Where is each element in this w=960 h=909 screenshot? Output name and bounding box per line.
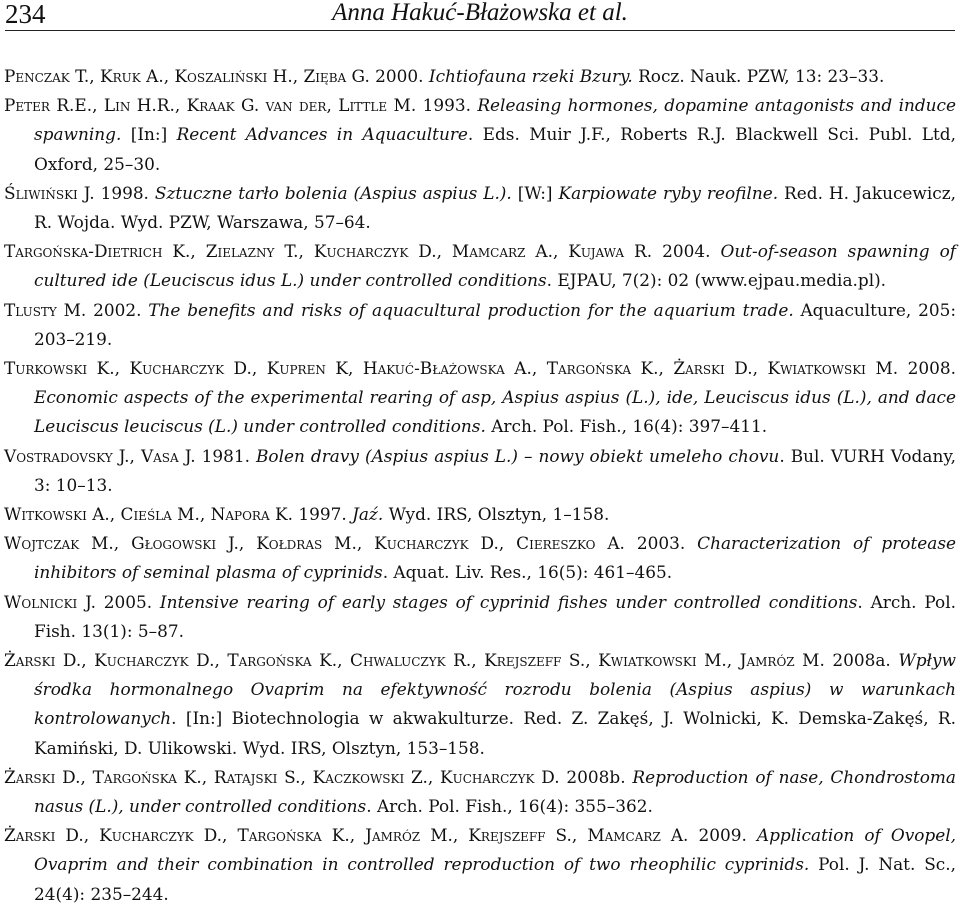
reference-text: 1981.	[195, 445, 256, 466]
reference-entry	[4, 646, 956, 763]
reference-authors: Żarski D., Kucharczyk D., Targońska K., Jamróz M., Krejszeff S., Mamcarz A.	[4, 825, 689, 846]
reference-title: Karpiowate ryby reofilne.	[558, 182, 779, 203]
reference-text: Arch. Pol. Fish., 16(4): 397–411.	[485, 416, 768, 437]
reference-title: Sztuczne tarło bolenia (Aspius aspius L.).	[154, 182, 512, 203]
reference-entry	[4, 354, 956, 442]
reference-text: . [In:] Biotechnologia w akwakulturze. Red. Z. Zakęś, J. Wolnicki, K. Demska-Zakęś, R. Kamiński, D. Ulikowski. Wyd. IRS, Olsztyn, 153–158.	[34, 708, 956, 758]
reference-title: Application of Ovopel, Ovaprim and their combination in controlled reproduction of two rheophilic cyprinids.	[34, 825, 956, 875]
reference-text: Wyd. IRS, Olsztyn, 1–158.	[383, 504, 610, 525]
reference-text: 2008b.	[559, 766, 633, 787]
reference-entry	[4, 529, 956, 587]
reference-text: 2000.	[369, 66, 429, 86]
reference-text: . Arch. Pol. Fish. 13(1): 5–87.	[34, 591, 956, 641]
reference-entry	[4, 500, 956, 529]
reference-entry	[4, 62, 956, 91]
reference-text: . Aquat. Liv. Res., 16(5): 461–465.	[382, 562, 673, 583]
reference-title: Ichtiofauna rzeki Bzury.	[428, 66, 633, 86]
reference-text: [In:]	[121, 124, 177, 145]
reference-entry	[4, 763, 956, 821]
reference-text: 1998.	[94, 182, 155, 203]
reference-entry	[4, 179, 956, 237]
reference-text: [W:]	[511, 182, 559, 203]
reference-authors: Turkowski K., Kucharczyk D., Kupren K, Hakuć-Błażowska A., Targońska K., Żarski D., Kwiatkowski M.	[4, 358, 899, 379]
reference-title: Intensive rearing of early stages of cyprinid fishes under controlled conditions	[159, 591, 858, 612]
reference-text: Red. H. Jakucewicz, R. Wojda. Wyd. PZW, Warszawa, 57–64.	[34, 182, 957, 233]
reference-text: 2009.	[688, 825, 757, 846]
reference-text: Aquaculture, 205: 203–219.	[34, 299, 957, 349]
reference-text: 2003.	[624, 533, 698, 554]
reference-title: Economic aspects of the experimental rearing of asp, Aspius aspius (L.), ide, Leuciscus idus (L.), and dace Leuciscus leuciscus (L.) under controlled conditions.	[34, 387, 956, 437]
reference-authors: Targońska-Dietrich K., Zielazny T., Kucharczyk D., Mamcarz A., Kujawa R.	[4, 241, 653, 262]
reference-authors: Wojtczak M., Głogowski J., Kołdras M., Kucharczyk D., Ciereszko A.	[4, 533, 625, 554]
reference-authors: Witkowski A., Cieśla M., Napora K.	[4, 504, 293, 525]
reference-title: Releasing hormones, dopamine antagonists and induce spawning.	[34, 95, 956, 145]
reference-title: Wpływ środka hormonalnego Ovaprim na efektywność rozrodu bolenia (Aspius aspius) w warunkach kontrolowanych	[34, 650, 956, 729]
reference-text: . Eds. Muir J.F., Roberts R.J. Blackwell Sci. Publ. Ltd, Oxford, 25–30.	[34, 124, 956, 174]
reference-authors: Wolnicki J.	[4, 591, 96, 612]
page-number: 234	[5, 0, 46, 29]
reference-entry	[4, 821, 956, 909]
reference-title: Reproduction of nase, Chondrostoma nasus (L.), under controlled conditions	[34, 766, 956, 817]
reference-entry	[4, 296, 956, 354]
reference-entry	[4, 442, 956, 500]
reference-authors: Penczak T., Kruk A., Koszaliński H., Zięba G.	[4, 66, 370, 86]
reference-authors: Śliwiński J.	[4, 182, 95, 203]
reference-text: 2002.	[86, 299, 149, 320]
reference-authors: Vostradovsky J., Vasa J.	[4, 445, 196, 466]
reference-entry	[4, 237, 956, 295]
reference-text: Rocz. Nauk. PZW, 13: 23–33.	[632, 66, 885, 86]
reference-text: Pol. J. Nat. Sc., 24(4): 235–244.	[34, 854, 956, 904]
page-header	[5, 0, 955, 31]
reference-text: 1997.	[293, 504, 353, 525]
reference-authors: Tlusty M.	[4, 299, 87, 320]
reference-authors: Żarski D., Kucharczyk D., Targońska K., Chwaluczyk R., Krejszeff S., Kwiatkowski M., Jamróz M.	[4, 650, 825, 671]
reference-text: . Bul. VURH Vodany, 3: 10–13.	[34, 445, 956, 495]
reference-title: Out-of-season spawning of cultured ide (Leuciscus idus L.) under controlled conditions	[34, 241, 957, 291]
running-title: Anna Hakuć-Błażowska et al.	[332, 0, 628, 26]
reference-entry	[4, 588, 956, 646]
reference-text: . EJPAU, 7(2): 02 (www.ejpau.media.pl).	[546, 270, 887, 291]
reference-text: 2005.	[95, 591, 160, 612]
reference-title: Jaź.	[352, 504, 384, 525]
reference-title: The benefits and risks of aquacultural production for the aquarium trade.	[148, 299, 794, 320]
reference-entry	[4, 91, 956, 179]
reference-text: 2004.	[652, 241, 721, 262]
reference-title: Bolen dravy (Aspius aspius L.) – nowy obiekt umeleho chovu	[256, 445, 780, 466]
reference-title: Recent Advances in Aquaculture	[176, 124, 468, 145]
reference-text: . Arch. Pol. Fish., 16(4): 355–362.	[366, 796, 653, 817]
reference-title: Characterization of protease inhibitors of seminal plasma of cyprinids	[34, 533, 956, 583]
reference-list	[4, 62, 956, 909]
reference-authors: Żarski D., Targońska K., Ratajski S., Kaczkowski Z., Kucharczyk D.	[4, 766, 560, 787]
reference-authors: Peter R.E., Lin H.R., Kraak G. van der, Little M.	[4, 95, 417, 116]
reference-text: 1993.	[416, 95, 478, 116]
reference-text: 2008.	[898, 358, 956, 379]
reference-text: 2008a.	[824, 650, 899, 671]
